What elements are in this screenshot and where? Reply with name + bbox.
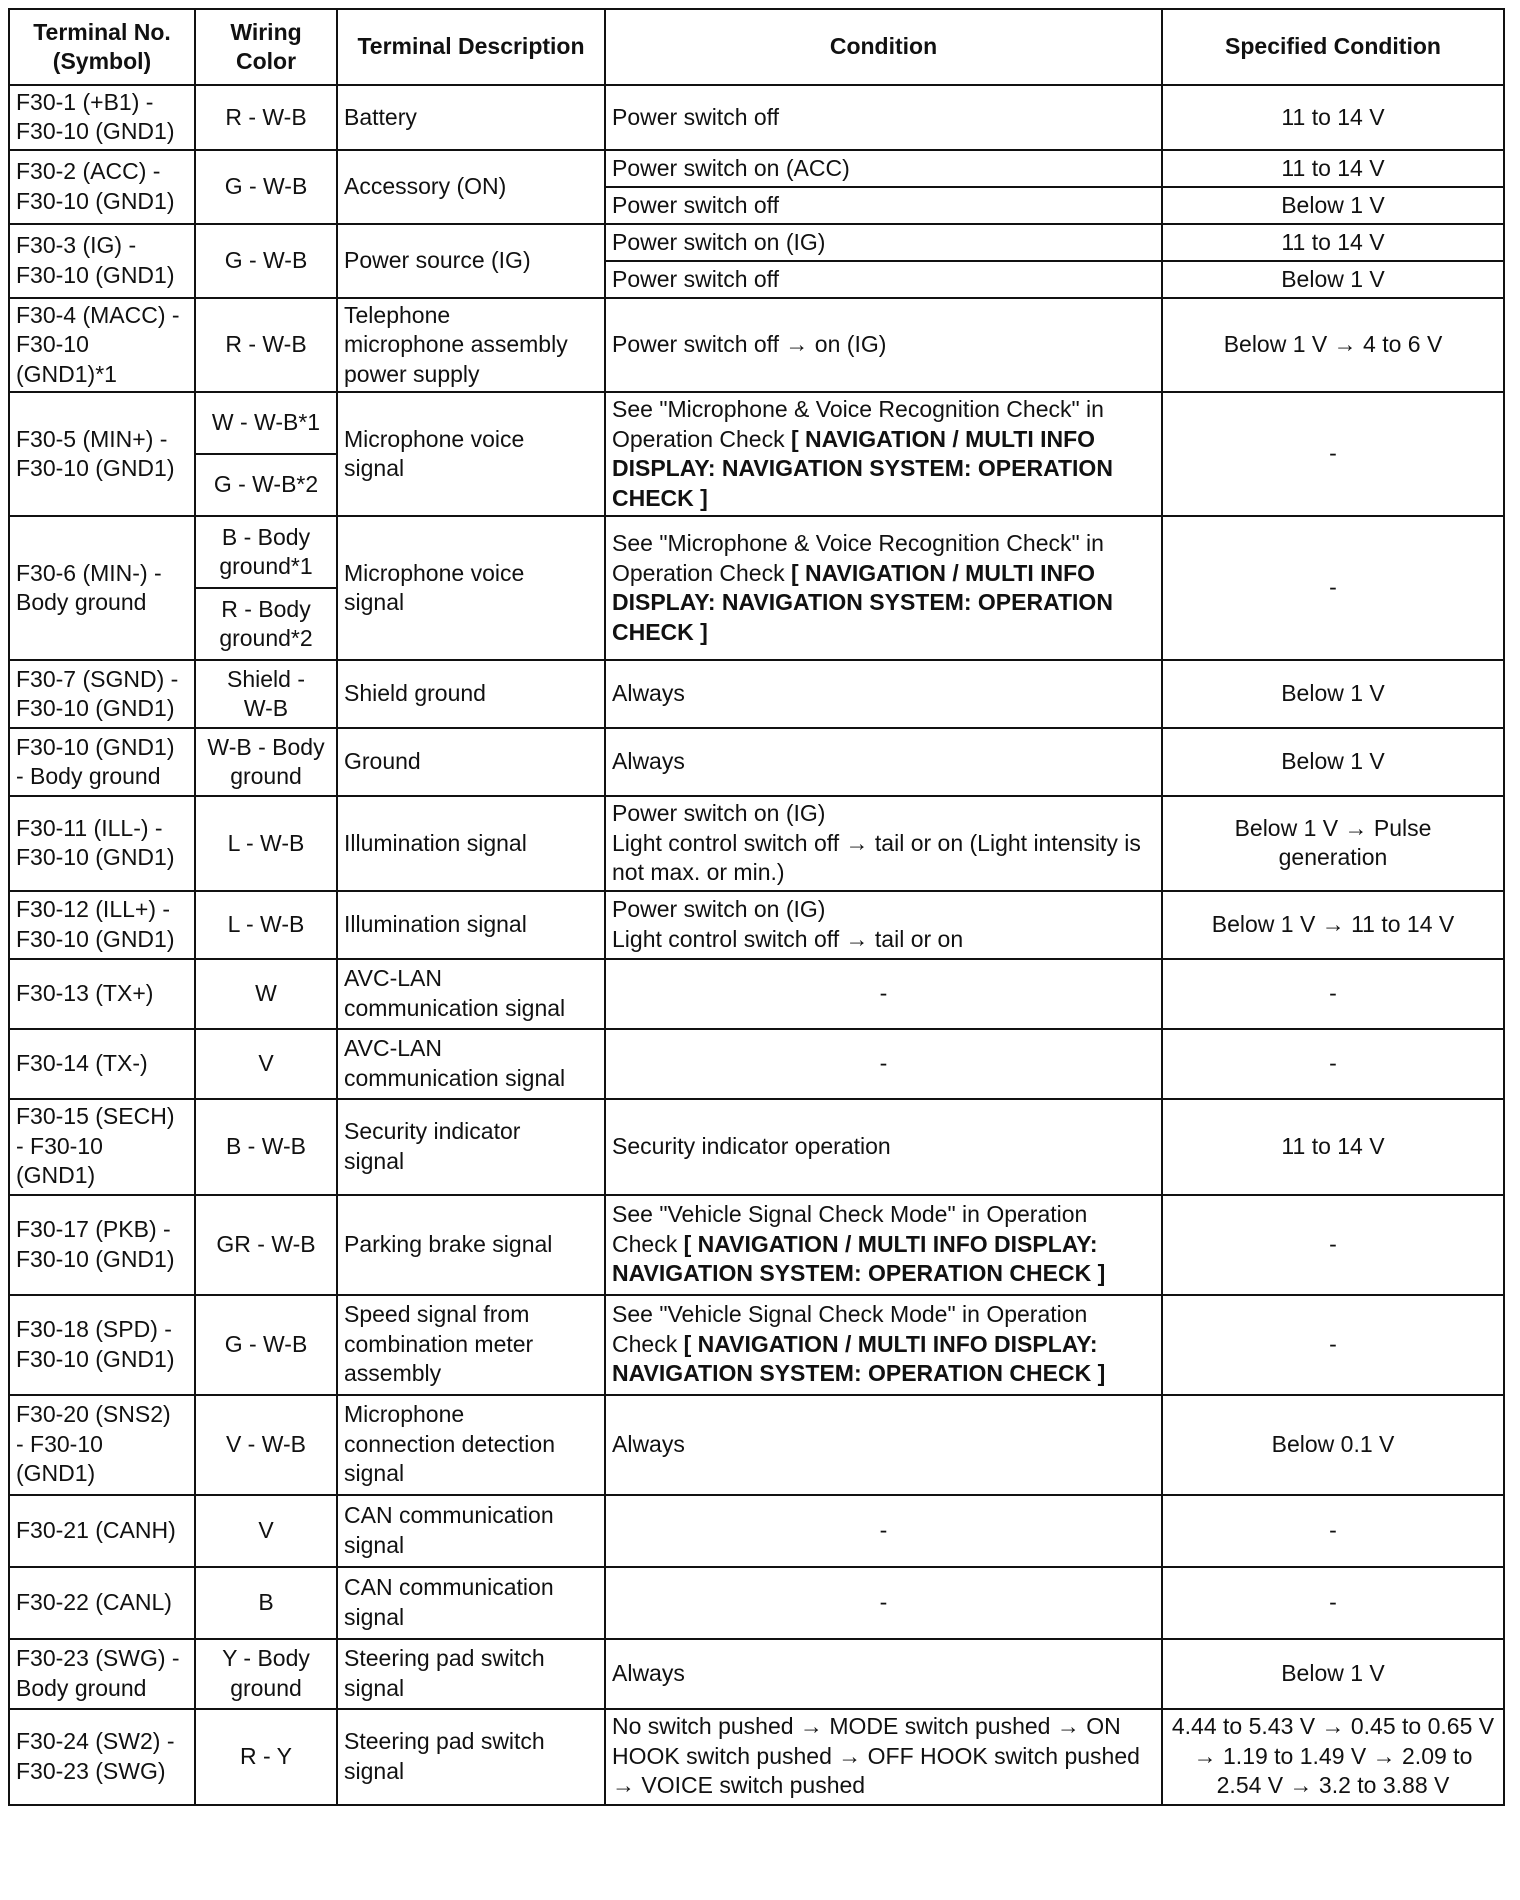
terminal-cell: F30-23 (SWG) - Body ground xyxy=(9,1639,195,1709)
specified-cell: 11 to 14 V xyxy=(1162,150,1504,187)
header-specified-condition: Specified Condition xyxy=(1162,9,1504,85)
description-cell: AVC-LAN communication signal xyxy=(337,1029,605,1099)
specified-cell: Below 1 V xyxy=(1162,1639,1504,1709)
condition-cell xyxy=(605,1295,1162,1395)
header-terminal: Terminal No. (Symbol) xyxy=(9,9,195,85)
condition-cell: Security indicator operation xyxy=(605,1099,1162,1195)
wiring-cell: V xyxy=(195,1495,337,1567)
description-cell: Illumination signal xyxy=(337,796,605,890)
table-row xyxy=(9,298,1504,392)
wiring-cell: R - W-B xyxy=(195,85,337,150)
description-cell: Battery xyxy=(337,85,605,150)
header-row xyxy=(9,9,1504,85)
specified-cell: - xyxy=(1162,1029,1504,1099)
wiring-cell: Y - Body ground xyxy=(195,1639,337,1709)
condition-cell: Power switch off xyxy=(605,85,1162,150)
condition-text: See "Vehicle Signal Check Mode" in Operation Check xyxy=(612,1201,1088,1257)
terminal-cell: F30-12 (ILL+) - F30-10 (GND1) xyxy=(9,891,195,959)
specified-cell: Below 1 V → 4 to 6 V xyxy=(1162,298,1504,392)
header-condition: Condition xyxy=(605,9,1162,85)
description-cell: Telephone microphone assembly power supply xyxy=(337,298,605,392)
reference-link[interactable]: [ NAVIGATION / MULTI INFO DISPLAY: NAVIGATION SYSTEM: OPERATION CHECK ] xyxy=(612,1330,1106,1387)
table-row xyxy=(9,660,1504,728)
condition-text: See "Vehicle Signal Check Mode" in Operation Check xyxy=(612,1301,1088,1357)
terminal-cell: F30-1 (+B1) - F30-10 (GND1) xyxy=(9,85,195,150)
condition-text: See "Microphone & Voice Recognition Check" in Operation Check xyxy=(612,396,1104,452)
terminal-cell: F30-20 (SNS2) - F30-10 (GND1) xyxy=(9,1395,195,1495)
table-row xyxy=(9,516,1504,588)
terminal-cell: F30-6 (MIN-) - Body ground xyxy=(9,516,195,660)
condition-cell xyxy=(605,1195,1162,1295)
specified-cell: - xyxy=(1162,1495,1504,1567)
specified-cell: 11 to 14 V xyxy=(1162,85,1504,150)
specified-cell: Below 1 V xyxy=(1162,660,1504,728)
table-row xyxy=(9,1195,1504,1295)
condition-cell: No switch pushed → MODE switch pushed → ON HOOK switch pushed → OFF HOOK switch pushed → VOICE switch pushed xyxy=(605,1709,1162,1805)
table-row xyxy=(9,1495,1504,1567)
wiring-cell: W xyxy=(195,959,337,1029)
wiring-cell: G - W-B*2 xyxy=(195,454,337,516)
terminal-cell: F30-11 (ILL-) - F30-10 (GND1) xyxy=(9,796,195,890)
terminal-table xyxy=(8,8,1505,1806)
condition-cell: Always xyxy=(605,1639,1162,1709)
terminal-cell: F30-10 (GND1) - Body ground xyxy=(9,728,195,796)
table-row xyxy=(9,1395,1504,1495)
terminal-cell: F30-22 (CANL) xyxy=(9,1567,195,1639)
terminal-cell: F30-14 (TX-) xyxy=(9,1029,195,1099)
wiring-cell: W-B - Body ground xyxy=(195,728,337,796)
wiring-cell: GR - W-B xyxy=(195,1195,337,1295)
specified-cell: - xyxy=(1162,1295,1504,1395)
description-cell: Power source (IG) xyxy=(337,224,605,298)
condition-cell: Power switch off xyxy=(605,187,1162,224)
wiring-cell: R - W-B xyxy=(195,298,337,392)
table-row xyxy=(9,392,1504,454)
description-cell: Illumination signal xyxy=(337,891,605,959)
table-row xyxy=(9,224,1504,261)
table-row xyxy=(9,1295,1504,1395)
condition-cell: Power switch off → on (IG) xyxy=(605,298,1162,392)
terminal-cell: F30-17 (PKB) - F30-10 (GND1) xyxy=(9,1195,195,1295)
wiring-cell: B - W-B xyxy=(195,1099,337,1195)
specified-cell: Below 1 V xyxy=(1162,261,1504,298)
table-row xyxy=(9,796,1504,890)
wiring-cell: Shield - W-B xyxy=(195,660,337,728)
description-cell: Speed signal from combination meter assembly xyxy=(337,1295,605,1395)
description-cell: Microphone connection detection signal xyxy=(337,1395,605,1495)
condition-cell: - xyxy=(605,1567,1162,1639)
condition-cell: - xyxy=(605,1029,1162,1099)
wiring-cell: G - W-B xyxy=(195,150,337,224)
reference-link[interactable]: [ NAVIGATION / MULTI INFO DISPLAY: NAVIGATION SYSTEM: OPERATION CHECK ] xyxy=(612,1230,1106,1287)
terminal-cell: F30-2 (ACC) - F30-10 (GND1) xyxy=(9,150,195,224)
table-row xyxy=(9,891,1504,959)
wiring-cell: V xyxy=(195,1029,337,1099)
condition-cell: - xyxy=(605,959,1162,1029)
terminal-cell: F30-13 (TX+) xyxy=(9,959,195,1029)
terminal-cell: F30-15 (SECH) - F30-10 (GND1) xyxy=(9,1099,195,1195)
wiring-cell: L - W-B xyxy=(195,796,337,890)
specified-cell: 4.44 to 5.43 V → 0.45 to 0.65 V → 1.19 to 1.49 V → 2.09 to 2.54 V → 3.2 to 3.88 V xyxy=(1162,1709,1504,1805)
description-cell: Security indicator signal xyxy=(337,1099,605,1195)
condition-cell: Power switch off xyxy=(605,261,1162,298)
specified-cell: Below 1 V → Pulse generation xyxy=(1162,796,1504,890)
specified-cell: - xyxy=(1162,516,1504,660)
description-cell: CAN communication signal xyxy=(337,1495,605,1567)
table-row xyxy=(9,1029,1504,1099)
condition-cell: Power switch on (IG) Light control switch off → tail or on (Light intensity is not max. or min.) xyxy=(605,796,1162,890)
table-row xyxy=(9,85,1504,150)
description-cell: CAN communication signal xyxy=(337,1567,605,1639)
condition-cell: Always xyxy=(605,660,1162,728)
wiring-cell: R - Body ground*2 xyxy=(195,588,337,660)
description-cell: Parking brake signal xyxy=(337,1195,605,1295)
specified-cell: - xyxy=(1162,1195,1504,1295)
description-cell: Steering pad switch signal xyxy=(337,1709,605,1805)
wiring-cell: G - W-B xyxy=(195,224,337,298)
terminal-cell: F30-3 (IG) - F30-10 (GND1) xyxy=(9,224,195,298)
table-row xyxy=(9,1567,1504,1639)
specified-cell: 11 to 14 V xyxy=(1162,224,1504,261)
condition-cell: Power switch on (IG) Light control switch off → tail or on xyxy=(605,891,1162,959)
condition-cell: Power switch on (ACC) xyxy=(605,150,1162,187)
condition-cell xyxy=(605,516,1162,660)
table-row xyxy=(9,1639,1504,1709)
terminal-cell: F30-7 (SGND) - F30-10 (GND1) xyxy=(9,660,195,728)
specified-cell: Below 0.1 V xyxy=(1162,1395,1504,1495)
wiring-cell: L - W-B xyxy=(195,891,337,959)
header-terminal-description: Terminal Description xyxy=(337,9,605,85)
wiring-cell: B xyxy=(195,1567,337,1639)
description-cell: Shield ground xyxy=(337,660,605,728)
wiring-cell: W - W-B*1 xyxy=(195,392,337,454)
condition-text: See "Microphone & Voice Recognition Check" in Operation Check xyxy=(612,530,1104,586)
specified-cell: - xyxy=(1162,959,1504,1029)
description-cell: Ground xyxy=(337,728,605,796)
wiring-cell: V - W-B xyxy=(195,1395,337,1495)
wiring-cell: G - W-B xyxy=(195,1295,337,1395)
description-cell: Steering pad switch signal xyxy=(337,1639,605,1709)
description-cell: Accessory (ON) xyxy=(337,150,605,224)
header-wiring-color: Wiring Color xyxy=(195,9,337,85)
reference-link[interactable]: [ NAVIGATION / MULTI INFO DISPLAY: NAVIGATION SYSTEM: OPERATION CHECK ] xyxy=(612,425,1113,511)
terminal-cell: F30-24 (SW2) - F30-23 (SWG) xyxy=(9,1709,195,1805)
table-row xyxy=(9,959,1504,1029)
condition-cell: Always xyxy=(605,728,1162,796)
condition-cell: - xyxy=(605,1495,1162,1567)
specified-cell: Below 1 V → 11 to 14 V xyxy=(1162,891,1504,959)
table-row xyxy=(9,1099,1504,1195)
terminal-cell: F30-5 (MIN+) - F30-10 (GND1) xyxy=(9,392,195,516)
terminal-table-container xyxy=(8,8,1503,1806)
specified-cell: Below 1 V xyxy=(1162,187,1504,224)
specified-cell: - xyxy=(1162,1567,1504,1639)
terminal-cell: F30-4 (MACC) - F30-10 (GND1)*1 xyxy=(9,298,195,392)
description-cell: Microphone voice signal xyxy=(337,516,605,660)
specified-cell: 11 to 14 V xyxy=(1162,1099,1504,1195)
condition-cell: Power switch on (IG) xyxy=(605,224,1162,261)
condition-cell: Always xyxy=(605,1395,1162,1495)
reference-link[interactable]: [ NAVIGATION / MULTI INFO DISPLAY: NAVIGATION SYSTEM: OPERATION CHECK ] xyxy=(612,559,1113,645)
terminal-cell: F30-18 (SPD) - F30-10 (GND1) xyxy=(9,1295,195,1395)
table-row xyxy=(9,150,1504,187)
wiring-cell: R - Y xyxy=(195,1709,337,1805)
condition-cell xyxy=(605,392,1162,516)
description-cell: AVC-LAN communication signal xyxy=(337,959,605,1029)
wiring-cell: B - Body ground*1 xyxy=(195,516,337,588)
table-row xyxy=(9,1709,1504,1805)
description-cell: Microphone voice signal xyxy=(337,392,605,516)
table-row xyxy=(9,728,1504,796)
terminal-cell: F30-21 (CANH) xyxy=(9,1495,195,1567)
specified-cell: Below 1 V xyxy=(1162,728,1504,796)
specified-cell: - xyxy=(1162,392,1504,516)
